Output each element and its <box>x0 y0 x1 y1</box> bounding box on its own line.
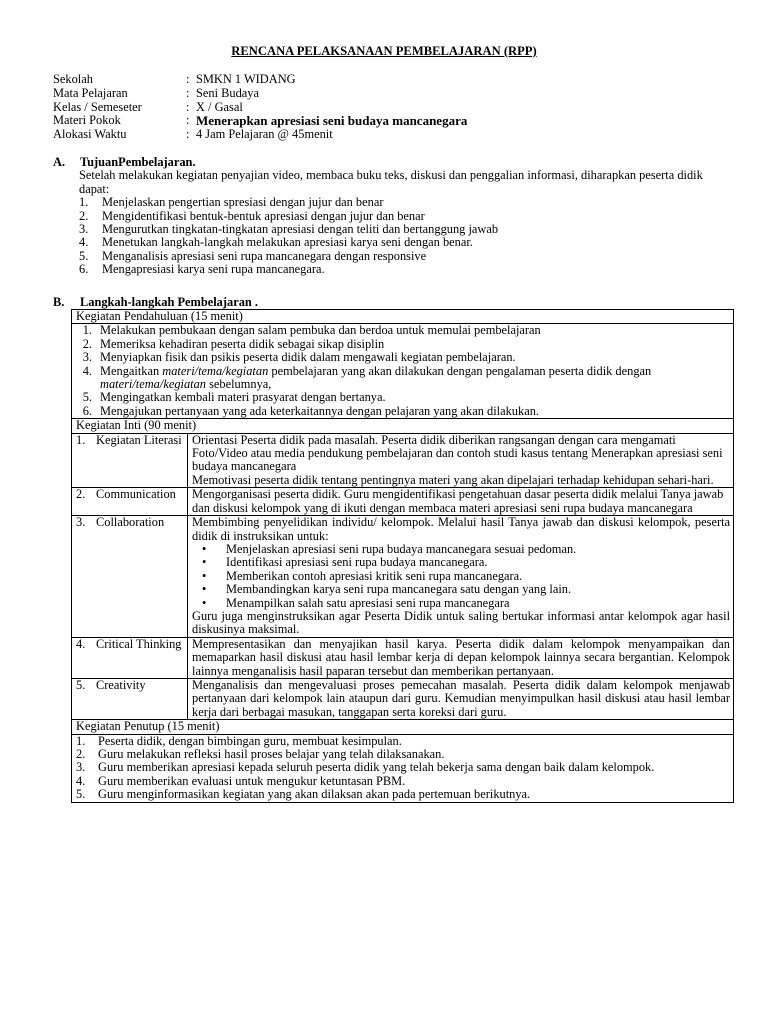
list-item <box>76 761 730 774</box>
list-number: 6. <box>79 262 89 277</box>
list-text: Menyiapkan fisik dan psikis peserta didik dalam mengawali kegiatan pembelajaran. <box>100 350 516 365</box>
stage-number: 4. <box>76 636 86 651</box>
list-item <box>192 597 730 610</box>
stage-desc-cell <box>188 637 734 678</box>
info-row-mata-pelajaran <box>53 87 467 101</box>
list-text: Mengidentifikasi bentuk-bentuk apresiasi dengan jujur dan benar <box>102 208 425 223</box>
document-title: RENCANA PELAKSANAAN PEMBELAJARAN (RPP) <box>231 44 537 58</box>
stage-name-cell <box>72 637 188 678</box>
list-text <box>100 365 730 392</box>
list-text: Identifikasi apresiasi seni rupa budaya mancanegara. <box>226 555 488 570</box>
stage-paragraph: Menganalisis dan mengevaluasi proses pemecahan masalah. Peserta didik dalam kelompok menjawab pertanyaan dari kelompok lain ataupun dari guru. Kemudian menyimpulkan hasil diskusi atau hasil lembar kerja dari berbagai masukan, tanggapan serta koreksi dari guru. <box>192 677 731 719</box>
list-number: 1. <box>79 195 89 210</box>
section-title: Langkah-langkah Pembelajaran . <box>80 295 258 309</box>
stage-number: 1. <box>76 432 86 447</box>
table-row <box>72 720 734 734</box>
list-number: 6. <box>82 403 92 418</box>
list-item <box>76 788 730 801</box>
info-separator: : <box>186 85 190 100</box>
list-item <box>72 405 730 418</box>
list-text: Menjelaskan pengertian spresiasi dengan jujur dan benar <box>102 195 384 210</box>
stage-number: 2. <box>76 487 86 502</box>
list-text: Mengapresiasi karya seni rupa mancanegara. <box>102 262 325 277</box>
section-title: TujuanPembelajaran. <box>80 155 196 169</box>
table-row <box>72 516 734 638</box>
text-part: Mengaitkan <box>100 363 163 378</box>
stage-name-cell <box>72 433 188 488</box>
list-text: Menganalisis apresiasi seni rupa mancanegara dengan responsive <box>102 248 427 263</box>
steps-table <box>71 309 734 803</box>
section-heading <box>53 156 733 169</box>
info-value: Menerapkan apresiasi seni budaya mancanegara <box>196 113 468 129</box>
table-row <box>72 678 734 719</box>
stage-paragraph: Guru juga menginstruksikan agar Peserta Didik untuk saling bertukar informasi antar kelompok agar hasil diskusinya maksimal. <box>192 608 731 637</box>
section-body <box>53 169 733 276</box>
list-number: 4. <box>82 363 92 378</box>
list-text: Guru melakukan refleksi hasil proses belajar yang telah dilaksanakan. <box>98 747 445 761</box>
table-row <box>72 734 734 802</box>
list-text: Mengingatkan kembali materi prasyarat dengan bertanya. <box>100 390 386 405</box>
bullet-icon: • <box>202 595 207 610</box>
list-number: 3. <box>82 350 92 365</box>
list-item <box>72 351 730 364</box>
stage-name: Kegiatan Literasi <box>96 432 182 447</box>
table-row <box>72 488 734 516</box>
table-row <box>72 324 734 419</box>
info-row-sekolah <box>53 73 467 87</box>
section-langkah-heading <box>53 296 258 309</box>
list-item <box>79 210 733 223</box>
list-text: Memberikan contoh apresiasi kritik seni rupa mancanegara. <box>226 568 523 583</box>
stage-name-cell <box>72 516 188 638</box>
info-label: Kelas / Semeseter <box>53 99 142 114</box>
info-label: Alokasi Waktu <box>53 127 127 142</box>
list-item <box>79 196 733 209</box>
info-label: Sekolah <box>53 72 93 86</box>
italic-text: materi/tema/kegiatan <box>100 377 206 392</box>
list-text: Menjelaskan apresiasi seni rupa budaya mancanegara sesuai pedoman. <box>226 541 577 556</box>
list-text: Membandingkan karya seni rupa mancanegara satu dengan yang lain. <box>226 582 572 597</box>
info-value: SMKN 1 WIDANG <box>196 72 296 86</box>
stage-paragraph: Orientasi Peserta didik pada masalah. Peserta didik diberikan rangsangan dengan cara mengamati Foto/Video atau media pendukung pembelajaran dan contoh studi kasus tentang Menerapkan apresiasi seni budaya mancanegara <box>192 432 723 474</box>
table-row <box>72 419 734 433</box>
pendahuluan-list <box>72 324 730 418</box>
list-text: Guru memberikan evaluasi untuk mengukur ketuntasan PBM. <box>98 773 406 788</box>
list-item <box>72 324 730 337</box>
collaboration-bullets <box>192 543 730 610</box>
list-text: Guru menginformasikan kegiatan yang akan dilaksan akan pada pertemuan berikutnya. <box>98 787 531 802</box>
text-part: pembelajaran yang akan dilakukan dengan pengalaman peserta didik dengan <box>268 363 652 378</box>
list-item <box>192 583 730 596</box>
list-number: 5. <box>76 787 86 802</box>
list-text: Menetukan langkah-langkah melakukan apresiasi karya seni dengan benar. <box>102 235 473 250</box>
list-number: 2. <box>76 747 86 761</box>
pendahuluan-heading: Kegiatan Pendahuluan (15 menit) <box>72 310 734 324</box>
section-letter: A. <box>53 155 66 169</box>
info-separator: : <box>186 127 190 142</box>
objectives-list <box>79 196 733 276</box>
list-item <box>192 543 730 556</box>
stage-name: Collaboration <box>96 515 165 530</box>
inti-heading: Kegiatan Inti (90 menit) <box>72 419 734 433</box>
stage-paragraph: Memotivasi peserta didik tentang pentingnya materi yang akan dipelajari terhadap kehidupan sehari-hari. <box>192 472 714 487</box>
info-label: Materi Pokok <box>53 113 121 128</box>
penutup-heading: Kegiatan Penutup (15 menit) <box>72 720 734 734</box>
list-item <box>72 365 730 392</box>
list-number: 5. <box>79 248 89 263</box>
list-item <box>192 556 730 569</box>
stage-paragraph: Mengorganisasi peserta didik. Guru mengidentifikasi pengetahuan dasar peserta didik melalui Tanya jawab dan diskusi kelompok yang di ikuti dengan membaca materi apresiasi seni rupa budaya mancanegara <box>192 487 724 515</box>
list-number: 1. <box>76 733 86 748</box>
list-item <box>76 748 730 761</box>
stage-number: 3. <box>76 515 86 530</box>
info-separator: : <box>186 72 190 86</box>
list-number: 3. <box>76 760 86 775</box>
info-label: Mata Pelajaran <box>53 85 128 100</box>
info-value: Seni Budaya <box>196 85 259 100</box>
list-text: Menampilkan salah satu apresiasi seni rupa mancanegara <box>226 595 510 610</box>
section-letter: B. <box>53 295 65 309</box>
list-number: 4. <box>76 773 86 788</box>
stage-desc-cell <box>188 516 734 638</box>
list-text: Mengurutkan tingkatan-tingkatan apresiasi dengan teliti dan bertanggung jawab <box>102 222 499 237</box>
stage-paragraph: Mempresentasikan dan menyajikan hasil karya. Peserta didik dalam kelompok menyampaikan dan memaparkan hasil diskusi atau hasil lembar kerja di depan kelompok lainnya secara bergantian. Kelompok lainnya menganalisis hasil paparan tersebut dan memberikan pertanyaan. <box>192 636 731 678</box>
bullet-icon: • <box>202 582 207 597</box>
table-row <box>72 433 734 488</box>
info-row-alokasi-waktu <box>53 128 467 142</box>
stage-name: Critical Thinking <box>96 636 182 651</box>
stage-desc-cell <box>188 488 734 516</box>
list-number: 2. <box>79 208 89 223</box>
list-item <box>79 263 733 276</box>
list-text: Memeriksa kehadiran peserta didik sebagai sikap disiplin <box>100 336 385 351</box>
info-separator: : <box>186 113 190 128</box>
list-number: 5. <box>82 390 92 405</box>
stage-name: Creativity <box>96 677 146 692</box>
list-item <box>72 391 730 404</box>
info-value: 4 Jam Pelajaran @ 45menit <box>196 127 333 142</box>
list-item <box>76 775 730 788</box>
list-text: Peserta didik, dengan bimbingan guru, membuat kesimpulan. <box>98 733 402 748</box>
list-item <box>72 338 730 351</box>
list-item <box>79 236 733 249</box>
list-text: Mengajukan pertanyaan yang ada keterkaitannya dengan pelajaran yang akan dilakukan. <box>100 403 539 418</box>
list-text: Guru memberikan apresiasi kepada seluruh peserta didik yang telah bekerja sama dengan baik dalam kelompok. <box>98 760 655 775</box>
list-text: Melakukan pembukaan dengan salam pembuka dan berdoa untuk memulai pembelajaran <box>100 323 541 338</box>
penutup-list <box>76 735 730 802</box>
penutup-cell <box>72 734 734 802</box>
table-row <box>72 310 734 324</box>
stage-paragraph: Membimbing penyelidikan individu/ kelompok. Melalui hasil Tanya jawab dan diskusi kelompok, peserta didik di instruksikan untuk: <box>192 515 731 543</box>
list-number: 3. <box>79 222 89 237</box>
pendahuluan-cell <box>72 324 734 419</box>
list-number: 4. <box>79 235 89 250</box>
text-part: sebelumnya, <box>206 377 272 392</box>
stage-desc-cell <box>188 433 734 488</box>
stage-name: Communication <box>96 487 176 502</box>
info-row-materi-pokok <box>53 114 467 128</box>
bullet-icon: • <box>202 555 207 570</box>
info-separator: : <box>186 99 190 114</box>
stage-name-cell <box>72 488 188 516</box>
section-intro: Setelah melakukan kegiatan penyajian video, membaca buku teks, diskusi dan penggalian informasi, diharapkan peserta didik dapat: <box>79 168 703 196</box>
bullet-icon: • <box>202 568 207 583</box>
stage-name-cell <box>72 678 188 719</box>
list-item <box>192 570 730 583</box>
list-item <box>79 250 733 263</box>
stage-desc-cell <box>188 678 734 719</box>
section-tujuan <box>53 156 733 277</box>
info-row-kelas <box>53 101 467 115</box>
list-number: 1. <box>82 323 92 338</box>
info-value: X / Gasal <box>196 99 243 114</box>
list-item <box>76 735 730 748</box>
list-number: 2. <box>82 336 92 351</box>
bullet-icon: • <box>202 541 207 556</box>
info-block <box>53 73 467 142</box>
stage-number: 5. <box>76 677 86 692</box>
list-item <box>79 223 733 236</box>
table-row <box>72 637 734 678</box>
italic-text: materi/tema/kegiatan <box>162 363 269 378</box>
